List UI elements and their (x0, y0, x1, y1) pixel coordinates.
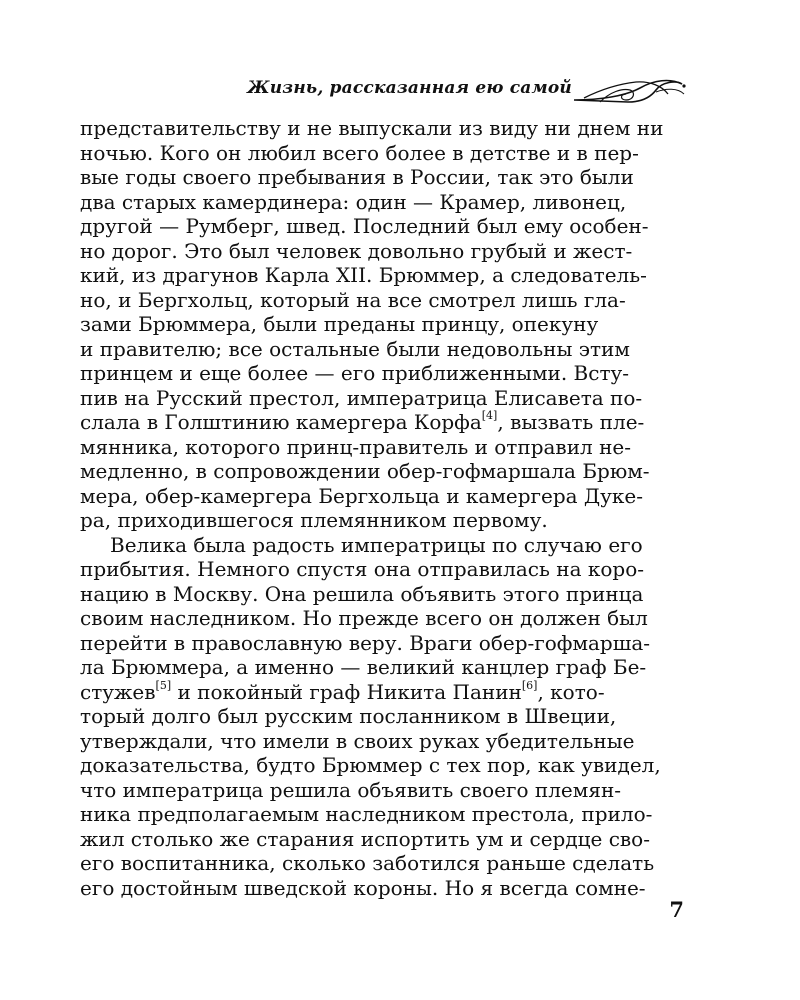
text-line: прибытия. Немного спустя она отправилась на коро- (80, 557, 645, 581)
text-line: перейти в православную веру. Враги обер-гофмарша- (80, 630, 650, 655)
text-line: два старых камердинера: один — Крамер, ливонец, (80, 189, 627, 214)
text-line: и правителю; все остальные были недовольны этим (80, 336, 630, 361)
text-line: но, и Бергхольц, который на все смотрел лишь гла- (80, 287, 626, 312)
text-line: но дорог. Это был человек довольно грубый и жест- (80, 238, 633, 263)
text-segment: , кото- (537, 679, 605, 704)
text-line: доказательства, будто Брюммер с тех пор, как увидел, (80, 753, 661, 777)
text-line: своим наследником. Но прежде всего он должен был (80, 606, 648, 630)
text-line: пив на Русский престол, императрица Елисавета по- (80, 385, 643, 410)
text-line: мянника, которого принц-правитель и отправил не- (80, 434, 632, 459)
page-number: 7 (669, 897, 684, 922)
text-line: его воспитанника, сколько заботился раньше сделать (80, 851, 655, 875)
text-line: торый долго был русским посланником в Швеции, (80, 704, 617, 728)
text-line: Велика была радость императрицы по случаю его (110, 532, 643, 557)
text-line: ночью. Кого он любил всего более в детстве и в пер- (80, 140, 639, 165)
footnote-ref[interactable]: [6] (521, 679, 538, 692)
footnote-ref[interactable]: [4] (481, 410, 498, 423)
text-line: жил столько же старания испортить ум и сердце сво- (80, 826, 650, 851)
text-line: что императрица решила объявить своего племян- (80, 777, 622, 802)
text-line: утверждали, что имели в своих руках убедительные (80, 728, 635, 753)
footnote-ref[interactable]: [5] (155, 679, 172, 692)
text-line: мера, обер-камергера Бергхольца и камергера Дуке- (80, 483, 644, 508)
text-line (80, 680, 680, 705)
flourish-ornament-icon (570, 70, 690, 110)
running-header (247, 70, 690, 110)
text-line: принцем и еще более — его приближенными. Всту- (80, 361, 630, 385)
text-segment: , вызвать пле- (497, 410, 645, 434)
text-segment: стужев (80, 679, 156, 704)
text-line: его достойным шведской короны. Но я всегда сомне- (80, 875, 646, 900)
text-segment: и покойный граф Никита Панин (171, 679, 522, 704)
text-line: зами Брюммера, были преданы принцу, опекуну (80, 312, 599, 336)
text-segment: слала в Голштинию камергера Корфа (80, 410, 482, 434)
running-title: Жизнь, рассказанная ею самой (247, 78, 572, 98)
text-line: медленно, в сопровождении обер-гофмаршала Брюм- (80, 459, 650, 483)
text-line: ла Брюммера, а именно — великий канцлер граф Бе- (80, 655, 647, 679)
text-line: нацию в Москву. Она решила объявить этого принца (80, 581, 644, 606)
text-line: представительству и не выпускали из виду ни днем ни (80, 116, 664, 140)
text-line: другой — Румберг, швед. Последний был ему особен- (80, 214, 649, 238)
text-line: кий, из драгунов Карла XII. Брюммер, а следователь- (80, 263, 647, 287)
body-text (80, 116, 680, 900)
text-line: ра, приходившегося племянником первому. (80, 508, 548, 532)
text-line: ника предполагаемым наследником престола, прило- (80, 802, 653, 826)
text-line (80, 410, 680, 435)
text-line: вые годы своего пребывания в России, так это были (80, 165, 634, 189)
